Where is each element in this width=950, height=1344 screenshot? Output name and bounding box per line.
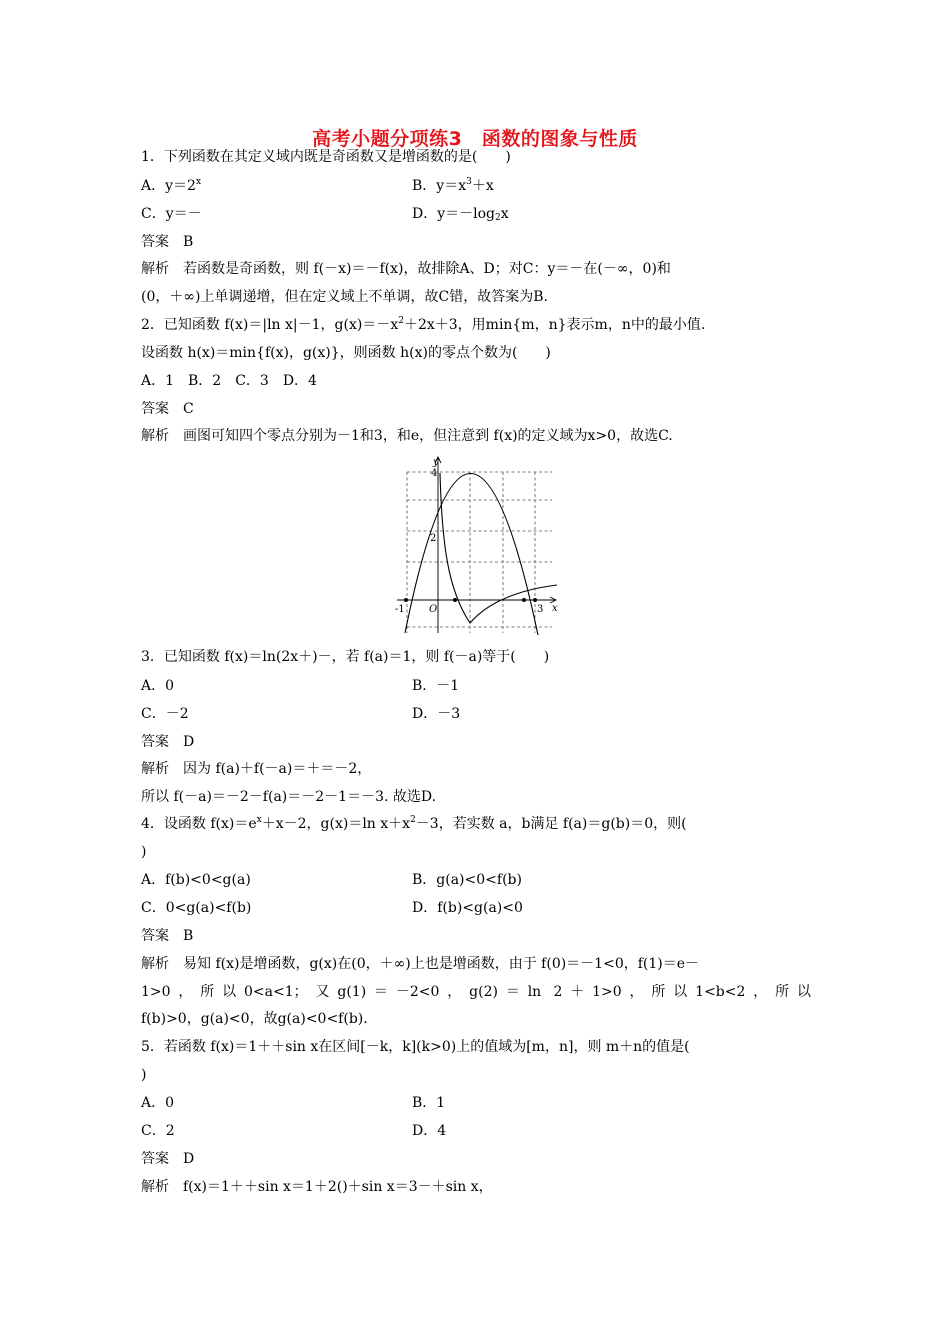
q5-stem-line2: ) bbox=[141, 1067, 147, 1083]
q1-option-c: C．y＝－ bbox=[141, 206, 202, 222]
q2-options: A．1 B．2 C．3 D．4 bbox=[141, 373, 317, 389]
x-tick-3: 3 bbox=[537, 604, 544, 615]
q5-option-c: C．2 bbox=[141, 1123, 175, 1139]
q5-answer: 答案 D bbox=[141, 1151, 195, 1167]
q3-answer: 答案 D bbox=[141, 734, 195, 750]
q4-analysis-line1: 解析 易知 f(x)是增函数，g(x)在(0，＋∞)上也是增函数，由于 f(0)＝－1<0，f(1)＝e－ bbox=[141, 956, 700, 972]
q4-option-d: D．f(b)<g(a)<0 bbox=[412, 900, 523, 916]
q1-stem: 1．下列函数在其定义域内既是奇函数又是增函数的是( ) bbox=[141, 149, 511, 165]
q4-analysis-line2: 1>0，所以0<a<1；又g(1)＝－2<0，g(2)＝ln 2＋1>0，所以1<b<2，所以 bbox=[141, 984, 811, 1000]
q3-option-d: D．－3 bbox=[412, 706, 461, 722]
q5-analysis: 解析 f(x)＝1＋＋sin x＝1＋2()＋sin x＝3－＋sin x， bbox=[141, 1179, 493, 1195]
log-abs-curve bbox=[440, 473, 557, 623]
q2-analysis: 解析 画图可知四个零点分别为－1和3，和e，但注意到 f(x)的定义域为x>0，故选C. bbox=[141, 428, 673, 444]
q1-answer: 答案 B bbox=[141, 234, 194, 250]
q1-analysis-line1: 解析 若函数是奇函数，则 f(－x)＝－f(x)，故排除A、D；对C：y＝－在(－∞，0)和 bbox=[141, 261, 671, 277]
q3-stem: 3．已知函数 f(x)＝ln(2x＋)－，若 f(a)＝1，则 f(－a)等于( ) bbox=[141, 649, 550, 665]
parabola-curve bbox=[405, 473, 538, 635]
q5-stem-line1: 5．若函数 f(x)＝1＋＋sin x在区间[－k，k](k>0)上的值域为[m，n]，则 m＋n的值是( bbox=[141, 1039, 690, 1055]
page-title: 高考小题分项练3 函数的图象与性质 bbox=[312, 128, 638, 150]
q5-option-d: D．4 bbox=[412, 1123, 447, 1139]
q4-option-b: B．g(a)<0<f(b) bbox=[412, 872, 522, 888]
x-axis-label: x bbox=[552, 603, 558, 614]
y-tick-4: 4 bbox=[431, 468, 438, 479]
q1-option-b: B．$y=x^3+x$ bbox=[412, 177, 494, 194]
q4-answer: 答案 B bbox=[141, 928, 194, 944]
x-tick-minus1: -1 bbox=[395, 604, 405, 615]
function-graph-figure bbox=[392, 455, 562, 635]
q4-stem-line2: ) bbox=[141, 844, 147, 860]
q3-option-c: C．－2 bbox=[141, 706, 189, 722]
q4-option-a: A．f(b)<0<g(a) bbox=[141, 872, 251, 888]
q1-analysis-line2: (0，＋∞)上单调递增，但在定义域上不单调，故C错，故答案为B. bbox=[141, 289, 548, 305]
q2-answer: 答案 C bbox=[141, 401, 194, 417]
q3-option-a: A．0 bbox=[141, 678, 175, 694]
q1-option-d: D．$y=-\log_2x$ bbox=[412, 206, 509, 223]
origin-label: O bbox=[429, 604, 438, 615]
y-tick-2: 2 bbox=[430, 533, 437, 544]
q3-option-b: B．－1 bbox=[412, 678, 460, 694]
q3-analysis-line1: 解析 因为 f(a)＋f(－a)＝＋＝－2， bbox=[141, 761, 372, 777]
q5-option-b: B．1 bbox=[412, 1095, 446, 1111]
q2-stem-line1: 2．已知函数 f(x)＝|ln x|－1，$g(x)=-x^2+2x+3$，用min{m，n}表示m，n中的最小值. bbox=[141, 316, 706, 333]
q5-option-a: A．0 bbox=[141, 1095, 175, 1111]
q2-stem-line2: 设函数 h(x)＝min{f(x)，g(x)}，则函数 h(x)的零点个数为( ) bbox=[141, 345, 551, 361]
q4-option-c: C．0<g(a)<f(b) bbox=[141, 900, 252, 916]
q3-analysis-line2: 所以 f(－a)＝－2－f(a)＝－2－1＝－3. 故选D. bbox=[141, 789, 437, 805]
y-axis-label: y bbox=[433, 457, 439, 468]
q4-analysis-line3: f(b)>0，g(a)<0，故g(a)<0<f(b). bbox=[141, 1011, 368, 1027]
q4-stem-line1: 4．设函数 $f(x)=e^x+x-2$，g(x)＝ln $x+x^2-3$，若实数 a，b满足 f(a)＝g(b)＝0，则( bbox=[141, 815, 687, 832]
q1-option-a: A．$y=2^x$ bbox=[141, 177, 202, 194]
